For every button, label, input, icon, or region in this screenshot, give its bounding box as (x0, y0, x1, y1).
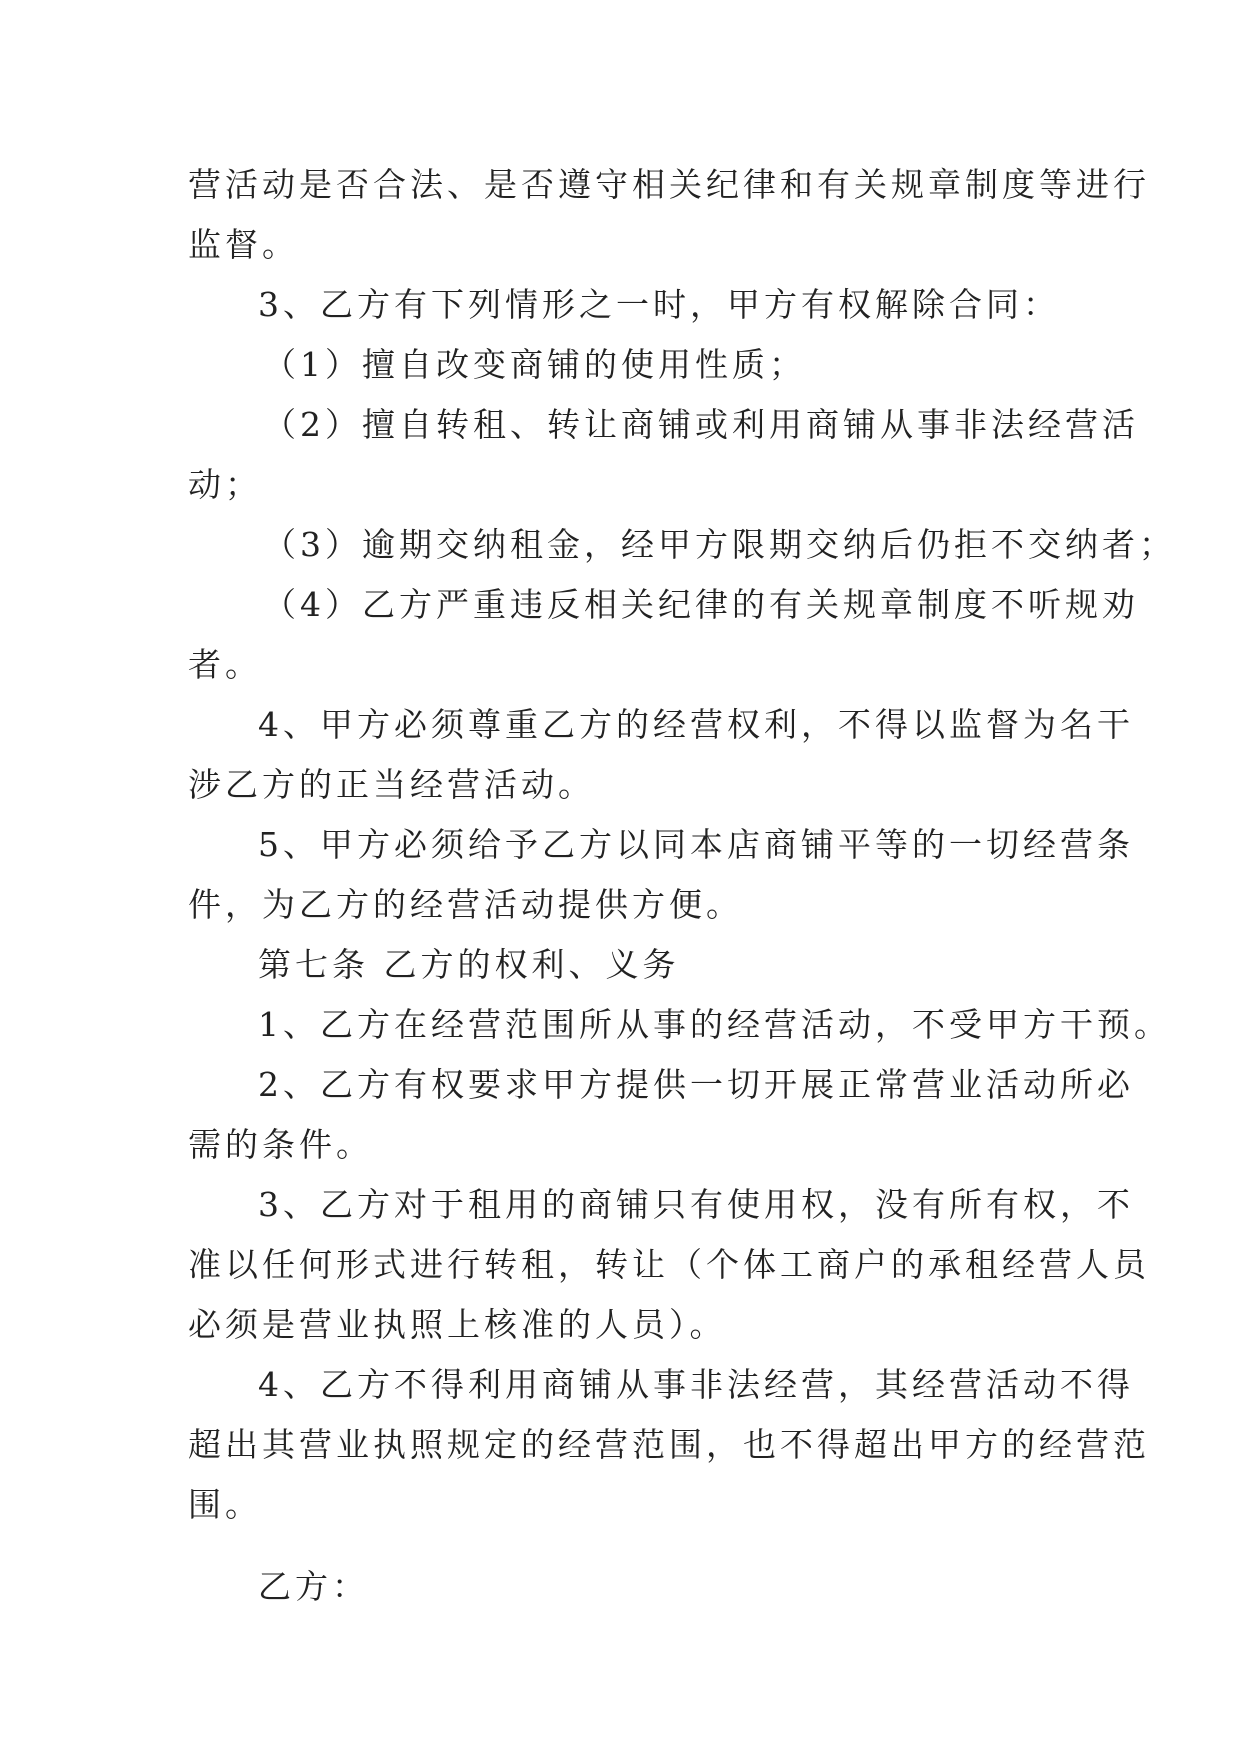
text-line: 监督。 (188, 225, 299, 264)
clause-3-item-2: （2）擅自转租、转让商铺或利用商铺从事非法经营活 (263, 405, 1139, 444)
text-line: 准以任何形式进行转租，转让（个体工商户的承租经营人员 (188, 1245, 1150, 1284)
text-line: 涉乙方的正当经营活动。 (188, 765, 595, 804)
clause-3: 3、乙方有下列情形之一时，甲方有权解除合同： (258, 285, 1060, 324)
clause-3-item-4: （4）乙方严重违反相关纪律的有关规章制度不听规劝 (263, 585, 1139, 624)
text-line: 者。 (188, 645, 262, 684)
text-line: 超出其营业执照规定的经营范围，也不得超出甲方的经营范 (188, 1425, 1150, 1464)
contract-body (188, 155, 1176, 1617)
text-line: 营活动是否合法、是否遵守相关纪律和有关规章制度等进行 (188, 165, 1150, 204)
text-line: 件，为乙方的经营活动提供方便。 (188, 885, 743, 924)
clause-5: 5、甲方必须给予乙方以同本店商铺平等的一切经营条 (258, 825, 1134, 864)
article-7-clause-2: 2、乙方有权要求甲方提供一切开展正常营业活动所必 (258, 1065, 1134, 1104)
clause-3-item-3: （3）逾期交纳租金，经甲方限期交纳后仍拒不交纳者； (263, 525, 1176, 564)
section-heading-article-7: 第七条 乙方的权利、义务 (258, 945, 680, 984)
text-line: 必须是营业执照上核准的人员）。 (188, 1305, 727, 1344)
article-7-clause-1: 1、乙方在经营范围所从事的经营活动，不受甲方干预。 (258, 1005, 1171, 1044)
text-line: 动； (188, 465, 262, 504)
article-7-clause-4: 4、乙方不得利用商铺从事非法经营，其经营活动不得 (258, 1365, 1134, 1404)
clause-4: 4、甲方必须尊重乙方的经营权利，不得以监督为名干 (258, 705, 1134, 744)
text-line: 需的条件。 (188, 1125, 373, 1164)
party-b-signature-label: 乙方： (258, 1567, 369, 1606)
article-7-clause-3: 3、乙方对于租用的商铺只有使用权，没有所有权，不 (258, 1185, 1134, 1224)
text-line: 围。 (188, 1485, 262, 1524)
clause-3-item-1: （1）擅自改变商铺的使用性质； (263, 345, 806, 384)
